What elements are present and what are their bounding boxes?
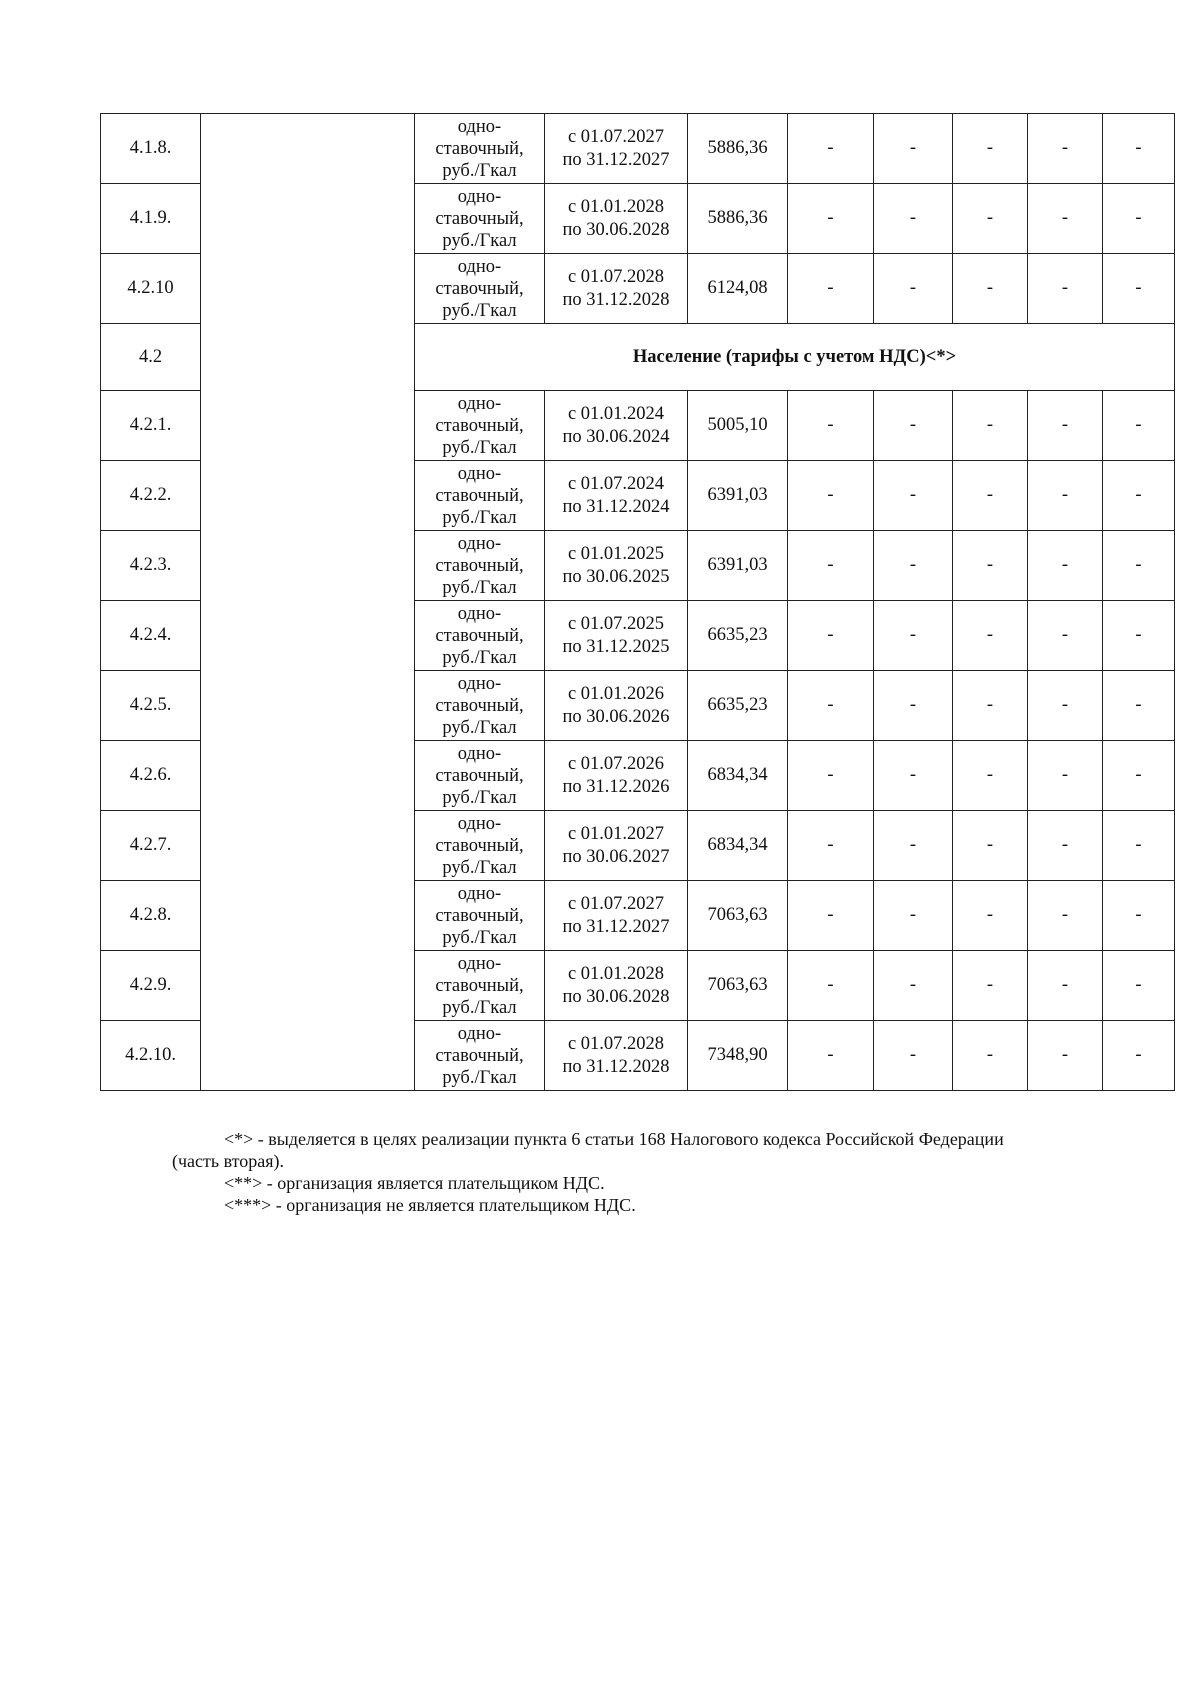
empty-value-cell: - [788,114,874,184]
period-line: с 01.01.2028 [567,196,665,217]
period-line: по 30.06.2025 [562,566,670,587]
tariff-type-cell [415,531,545,601]
row-number-cell: 4.2.7. [101,811,201,881]
empty-value-cell: - [874,1021,953,1091]
empty-value-cell: - [1103,741,1175,811]
tariff-type-cell [415,741,545,811]
footnote-2: <**> - организация является плательщиком НДС. [224,1173,605,1193]
empty-value-cell: - [788,671,874,741]
empty-value-cell: - [1103,671,1175,741]
period-line: по 30.06.2028 [562,219,670,240]
footnote-3: <***> - организация не является плательщиком НДС. [224,1195,636,1215]
empty-value-cell: - [874,671,953,741]
tariff-type-line: руб./Гкал [442,1067,517,1088]
empty-value-cell: - [1028,254,1103,324]
row-number-cell: 4.1.8. [101,114,201,184]
tariff-type-line: ставочный, [435,1045,524,1066]
consumer-group-cell [201,114,415,1091]
tariff-type-line: ставочный, [435,695,524,716]
tariff-type-line: одно- [457,393,502,414]
empty-value-cell: - [788,391,874,461]
tariff-type-line: руб./Гкал [442,577,517,598]
tariff-value-cell: 6391,03 [688,461,788,531]
period-cell [545,184,688,254]
empty-value-cell: - [953,1021,1028,1091]
tariff-type-line: одно- [457,186,502,207]
period-line: по 31.12.2028 [562,289,670,310]
empty-value-cell: - [1103,461,1175,531]
empty-value-cell: - [953,881,1028,951]
empty-value-cell: - [788,461,874,531]
period-line: по 31.12.2026 [562,776,670,797]
row-number-cell: 4.2.10 [101,254,201,324]
empty-value-cell: - [953,391,1028,461]
tariff-value-cell: 5005,10 [688,391,788,461]
period-line: по 30.06.2027 [562,846,670,867]
row-number-cell: 4.2.1. [101,391,201,461]
tariff-value-cell: 7063,63 [688,881,788,951]
tariff-value-cell: 5886,36 [688,114,788,184]
period-cell [545,391,688,461]
empty-value-cell: - [1028,1021,1103,1091]
empty-value-cell: - [788,601,874,671]
period-line: с 01.07.2028 [567,266,665,287]
empty-value-cell: - [874,881,953,951]
empty-value-cell: - [1028,391,1103,461]
empty-value-cell: - [788,531,874,601]
tariff-value-cell: 6635,23 [688,601,788,671]
tariff-type-cell [415,391,545,461]
empty-value-cell: - [874,951,953,1021]
tariff-type-line: одно- [457,603,502,624]
empty-value-cell: - [1028,811,1103,881]
row-number-cell: 4.2.6. [101,741,201,811]
period-cell [545,1021,688,1091]
empty-value-cell: - [953,461,1028,531]
footnote-1-line-1: <*> - выделяется в целях реализации пункта 6 статьи 168 Налогового кодекса Российской Федерации [224,1129,1004,1149]
empty-value-cell: - [874,811,953,881]
table-row [101,114,1175,184]
empty-value-cell: - [874,114,953,184]
tariff-type-line: руб./Гкал [442,857,517,878]
tariff-type-line: ставочный, [435,765,524,786]
row-number-cell: 4.2.8. [101,881,201,951]
tariff-type-cell [415,1021,545,1091]
row-number-cell: 4.2.4. [101,601,201,671]
period-cell [545,741,688,811]
empty-value-cell: - [953,741,1028,811]
period-cell [545,254,688,324]
period-line: с 01.01.2028 [567,963,665,984]
tariff-value-cell: 6391,03 [688,531,788,601]
tariff-value-cell: 7348,90 [688,1021,788,1091]
period-cell [545,881,688,951]
empty-value-cell: - [1103,601,1175,671]
empty-value-cell: - [1028,881,1103,951]
empty-value-cell: - [1103,114,1175,184]
empty-value-cell: - [1103,254,1175,324]
empty-value-cell: - [953,811,1028,881]
tariff-type-line: одно- [457,743,502,764]
empty-value-cell: - [953,531,1028,601]
tariff-type-cell [415,254,545,324]
empty-value-cell: - [788,254,874,324]
tariff-type-line: руб./Гкал [442,787,517,808]
empty-value-cell: - [788,1021,874,1091]
empty-value-cell: - [1103,531,1175,601]
period-line: с 01.07.2028 [567,1033,665,1054]
period-line: с 01.01.2025 [567,543,665,564]
tariff-type-cell [415,811,545,881]
period-line: по 31.12.2027 [562,149,670,170]
tariff-type-line: руб./Гкал [442,230,517,251]
period-cell [545,601,688,671]
tariff-type-line: руб./Гкал [442,507,517,528]
period-cell [545,951,688,1021]
tariff-type-line: руб./Гкал [442,437,517,458]
tariff-type-cell [415,881,545,951]
tariff-type-line: ставочный, [435,485,524,506]
tariff-type-line: ставочный, [435,975,524,996]
tariff-type-line: одно- [457,813,502,834]
empty-value-cell: - [874,601,953,671]
tariff-value-cell: 7063,63 [688,951,788,1021]
tariff-type-line: ставочный, [435,278,524,299]
empty-value-cell: - [874,391,953,461]
empty-value-cell: - [1028,951,1103,1021]
tariff-type-line: ставочный, [435,905,524,926]
tariff-type-line: ставочный, [435,208,524,229]
period-cell [545,114,688,184]
table-body [101,114,1175,1091]
tariff-value-cell: 6124,08 [688,254,788,324]
empty-value-cell: - [953,114,1028,184]
empty-value-cell: - [1028,601,1103,671]
empty-value-cell: - [1028,184,1103,254]
tariff-type-cell [415,461,545,531]
row-number-cell: 4.1.9. [101,184,201,254]
tariff-type-line: одно- [457,673,502,694]
empty-value-cell: - [1028,114,1103,184]
row-number-cell: 4.2 [101,324,201,391]
period-cell [545,671,688,741]
period-cell [545,531,688,601]
tariff-value-cell: 6834,34 [688,811,788,881]
tariff-value-cell: 6635,23 [688,671,788,741]
tariff-type-line: ставочный, [435,555,524,576]
period-cell [545,461,688,531]
empty-value-cell: - [953,184,1028,254]
period-cell [545,811,688,881]
tariff-type-line: одно- [457,1023,502,1044]
tariff-type-line: одно- [457,116,502,137]
row-number-cell: 4.2.5. [101,671,201,741]
tariff-type-line: руб./Гкал [442,647,517,668]
period-line: с 01.07.2027 [567,893,665,914]
period-line: по 30.06.2028 [562,986,670,1007]
empty-value-cell: - [788,184,874,254]
empty-value-cell: - [788,811,874,881]
period-line: с 01.01.2026 [567,683,665,704]
empty-value-cell: - [788,951,874,1021]
tariff-type-line: ставочный, [435,138,524,159]
empty-value-cell: - [953,254,1028,324]
tariff-type-cell [415,601,545,671]
empty-value-cell: - [788,881,874,951]
empty-value-cell: - [1028,531,1103,601]
row-number-cell: 4.2.3. [101,531,201,601]
tariff-type-line: ставочный, [435,835,524,856]
row-number-cell: 4.2.2. [101,461,201,531]
empty-value-cell: - [874,531,953,601]
tariff-table [100,113,1175,1091]
empty-value-cell: - [788,741,874,811]
empty-value-cell: - [1103,184,1175,254]
tariff-type-line: руб./Гкал [442,717,517,738]
tariff-type-cell [415,671,545,741]
tariff-type-cell [415,951,545,1021]
section-title-cell: Население (тарифы с учетом НДС)<*> [415,324,1175,391]
tariff-type-line: одно- [457,256,502,277]
tariff-type-line: ставочный, [435,415,524,436]
period-line: с 01.07.2026 [567,753,665,774]
period-line: по 31.12.2027 [562,916,670,937]
empty-value-cell: - [1103,1021,1175,1091]
empty-value-cell: - [953,601,1028,671]
empty-value-cell: - [953,951,1028,1021]
row-number-cell: 4.2.10. [101,1021,201,1091]
tariff-type-line: руб./Гкал [442,300,517,321]
empty-value-cell: - [1103,391,1175,461]
tariff-type-line: одно- [457,463,502,484]
period-line: по 31.12.2025 [562,636,670,657]
period-line: по 31.12.2024 [562,496,670,517]
empty-value-cell: - [1028,671,1103,741]
empty-value-cell: - [1028,741,1103,811]
tariff-type-cell [415,184,545,254]
empty-value-cell: - [874,741,953,811]
empty-value-cell: - [874,254,953,324]
tariff-type-line: одно- [457,883,502,904]
tariff-value-cell: 5886,36 [688,184,788,254]
empty-value-cell: - [874,461,953,531]
period-line: с 01.07.2027 [567,126,665,147]
period-line: с 01.01.2024 [567,403,665,424]
empty-value-cell: - [874,184,953,254]
period-line: по 30.06.2026 [562,706,670,727]
row-number-cell: 4.2.9. [101,951,201,1021]
empty-value-cell: - [1103,881,1175,951]
tariff-type-line: руб./Гкал [442,997,517,1018]
tariff-value-cell: 6834,34 [688,741,788,811]
period-line: по 31.12.2028 [562,1056,670,1077]
empty-value-cell: - [953,671,1028,741]
tariff-type-line: руб./Гкал [442,160,517,181]
footnote-1-line-2: (часть вторая). [172,1151,285,1171]
tariff-type-line: руб./Гкал [442,927,517,948]
tariff-type-cell [415,114,545,184]
empty-value-cell: - [1103,811,1175,881]
period-line: с 01.07.2024 [567,473,665,494]
tariff-type-line: одно- [457,533,502,554]
period-line: с 01.07.2025 [567,613,665,634]
footnotes [172,1128,1122,1216]
empty-value-cell: - [1103,951,1175,1021]
tariff-type-line: одно- [457,953,502,974]
period-line: с 01.01.2027 [567,823,665,844]
period-line: по 30.06.2024 [562,426,670,447]
tariff-type-line: ставочный, [435,625,524,646]
empty-value-cell: - [1028,461,1103,531]
